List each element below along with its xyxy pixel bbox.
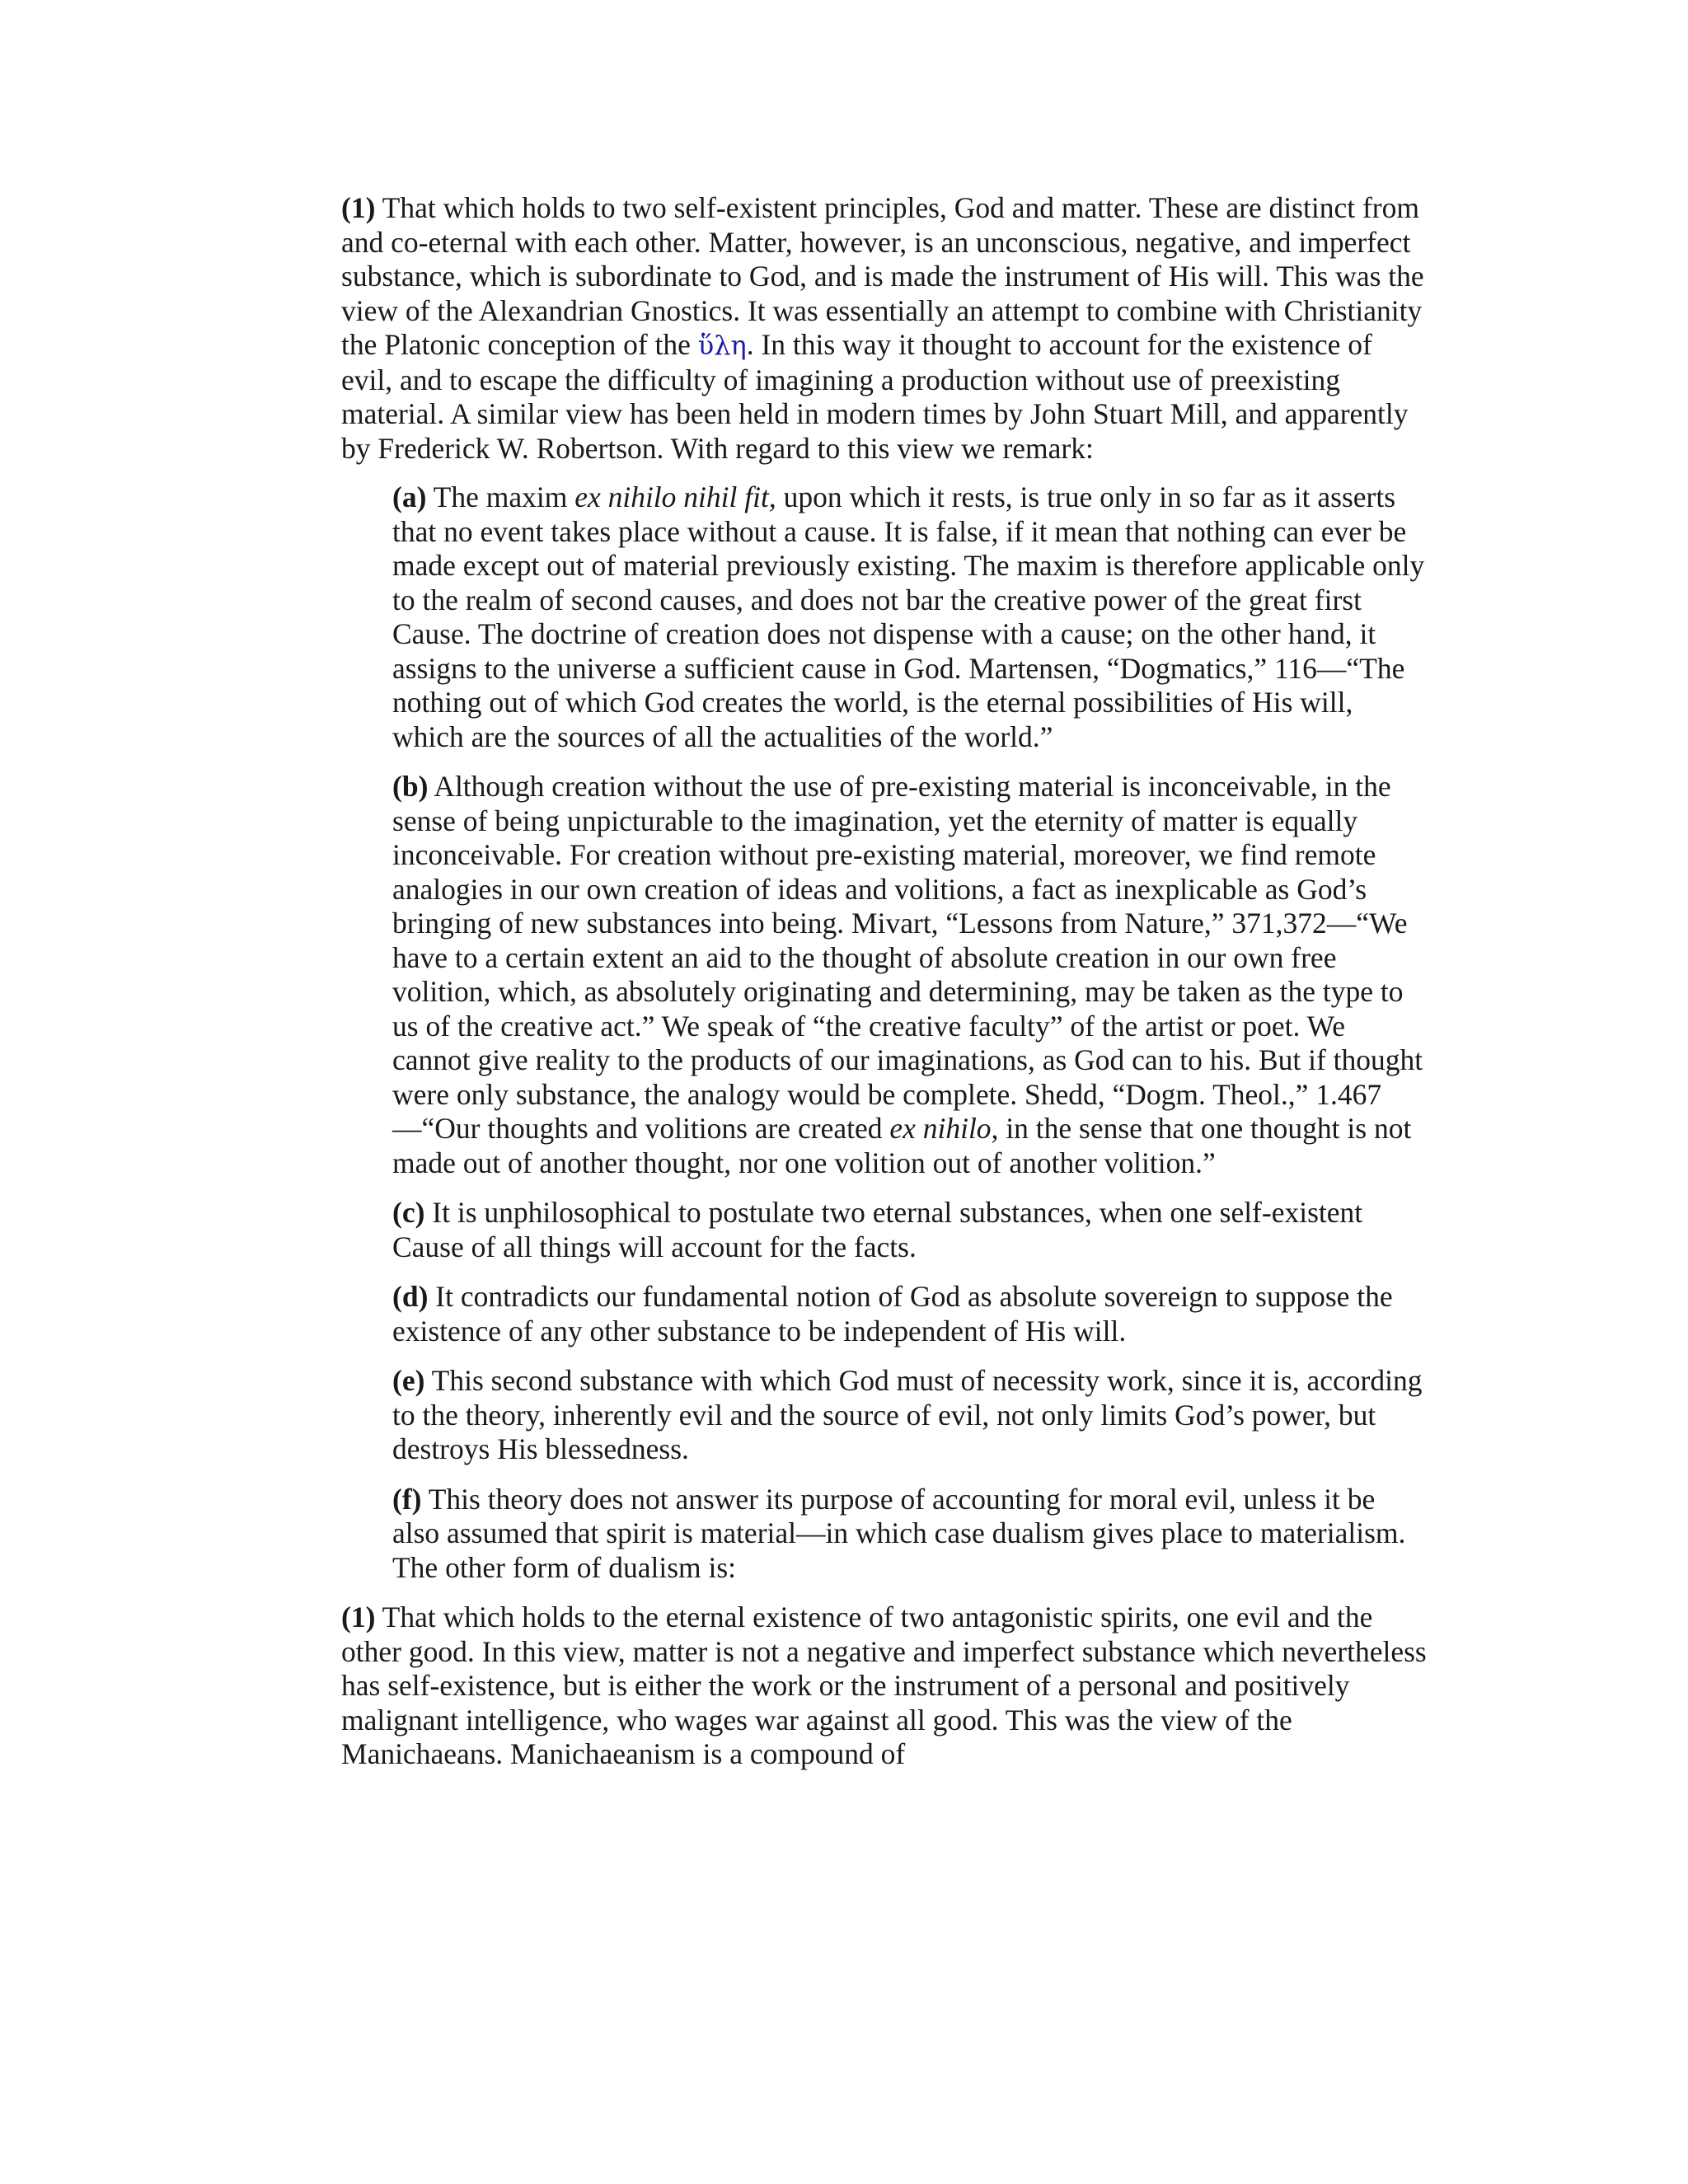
remark-text-continued: in the sense that one thought is not made out of another thought, nor one volition out of another volition.”	[392, 1112, 1412, 1179]
remark-label: (e)	[392, 1364, 425, 1397]
remark-b	[392, 770, 1429, 1180]
remark-text: It is unphilosophical to postulate two eternal substances, when one self-existent Cause of all things will account for the facts.	[392, 1196, 1363, 1263]
remark-e	[392, 1364, 1429, 1467]
remark-c	[392, 1196, 1429, 1264]
document-page	[341, 191, 1429, 1787]
remark-label: (b)	[392, 770, 429, 803]
paragraph-text-continued: . In this way it thought to account for the existence of evil, and to escape the difficulty of imagining a production without use of preexisting material. A similar view has been held in modern times by John Stuart Mill, and apparently by Frederick W. Robertson. With regard to this view we remark:	[341, 328, 1409, 465]
greek-term-link[interactable]: ὕλη	[697, 330, 747, 361]
remark-text: This theory does not answer its purpose of accounting for moral evil, unless it be also assumed that spirit is material—in which case dualism gives place to materialism. The other form of dualism is:	[392, 1482, 1406, 1584]
remark-label: (c)	[392, 1196, 425, 1229]
paragraph-label: (1)	[341, 191, 376, 224]
remark-text: This second substance with which God must of necessity work, since it is, according to the theory, inherently evil and the source of evil, not only limits God’s power, but destroys His blessedness.	[392, 1364, 1423, 1465]
remark-label: (f)	[392, 1482, 422, 1516]
remark-text: The maxim	[426, 480, 575, 513]
paragraph-label: (1)	[341, 1601, 376, 1633]
remark-text-continued: upon which it rests, is true only in so far as it asserts that no event takes place without a cause. It is false, if it mean that nothing can ever be made except out of material previously existing. The maxim is therefore applicable only to the realm of second causes, and does not bar the creative power of the great first Cause. The doctrine of creation does not dispense with a cause; on the other hand, it assigns to the universe a sufficient cause in God. Martensen, “Dogmatics,” 116—“The nothing out of which God creates the world, is the eternal possibilities of His will, which are the sources of all the actualities of the world.”	[392, 480, 1425, 753]
remark-f	[392, 1483, 1429, 1586]
paragraph-manichaean-dualism	[341, 1601, 1429, 1772]
remark-text: It contradicts our fundamental notion of God as absolute sovereign to suppose the existence of any other substance to be independent of His will.	[392, 1280, 1393, 1347]
remark-text: Although creation without the use of pre-existing material is inconceivable, in the sense of being unpicturable to the imagination, yet the eternity of matter is equally inconceivable. For creation without pre-existing material, moreover, we find remote analogies in our own creation of ideas and volitions, a fact as inexplicable as God’s bringing of new substances into being. Mivart, “Lessons from Nature,” 371,372—“We have to a certain extent an aid to the thought of absolute creation in our own free volition, which, as absolutely originating and determining, may be taken as the type to us of the creative act.” We speak of “the creative faculty” of the artist or poet. We cannot give reality to the products of our imaginations, as God can to his. But if thought were only substance, the analogy would be complete. Shedd, “Dogm. Theol.,” 1.467—“Our thoughts and volitions are created	[392, 770, 1423, 1145]
paragraph-gnostic-dualism	[341, 191, 1429, 466]
paragraph-text: That which holds to two self-existent principles, God and matter. These are distinct from and co-eternal with each other. Matter, however, is an unconscious, negative, and imperfect substance, which is subordinate to God, and is made the instrument of His will. This was the view of the Alexandrian Gnostics. It was essentially an attempt to combine with Christianity the Platonic conception of the	[341, 191, 1424, 361]
remark-label: (a)	[392, 480, 427, 513]
paragraph-text: That which holds to the eternal existence of two antagonistic spirits, one evil and the other good. In this view, matter is not a negative and imperfect substance which nevertheless has self-existence, but is either the work or the instrument of a personal and positively malignant intelligence, who wages war against all good. This was the view of the Manichaeans. Manichaeanism is a compound of	[341, 1601, 1427, 1770]
latin-phrase: ex nihilo,	[889, 1112, 999, 1145]
remark-label: (d)	[392, 1280, 429, 1313]
remark-a	[392, 480, 1429, 754]
remark-d	[392, 1280, 1429, 1348]
latin-phrase: ex nihilo nihil fit,	[574, 480, 776, 513]
